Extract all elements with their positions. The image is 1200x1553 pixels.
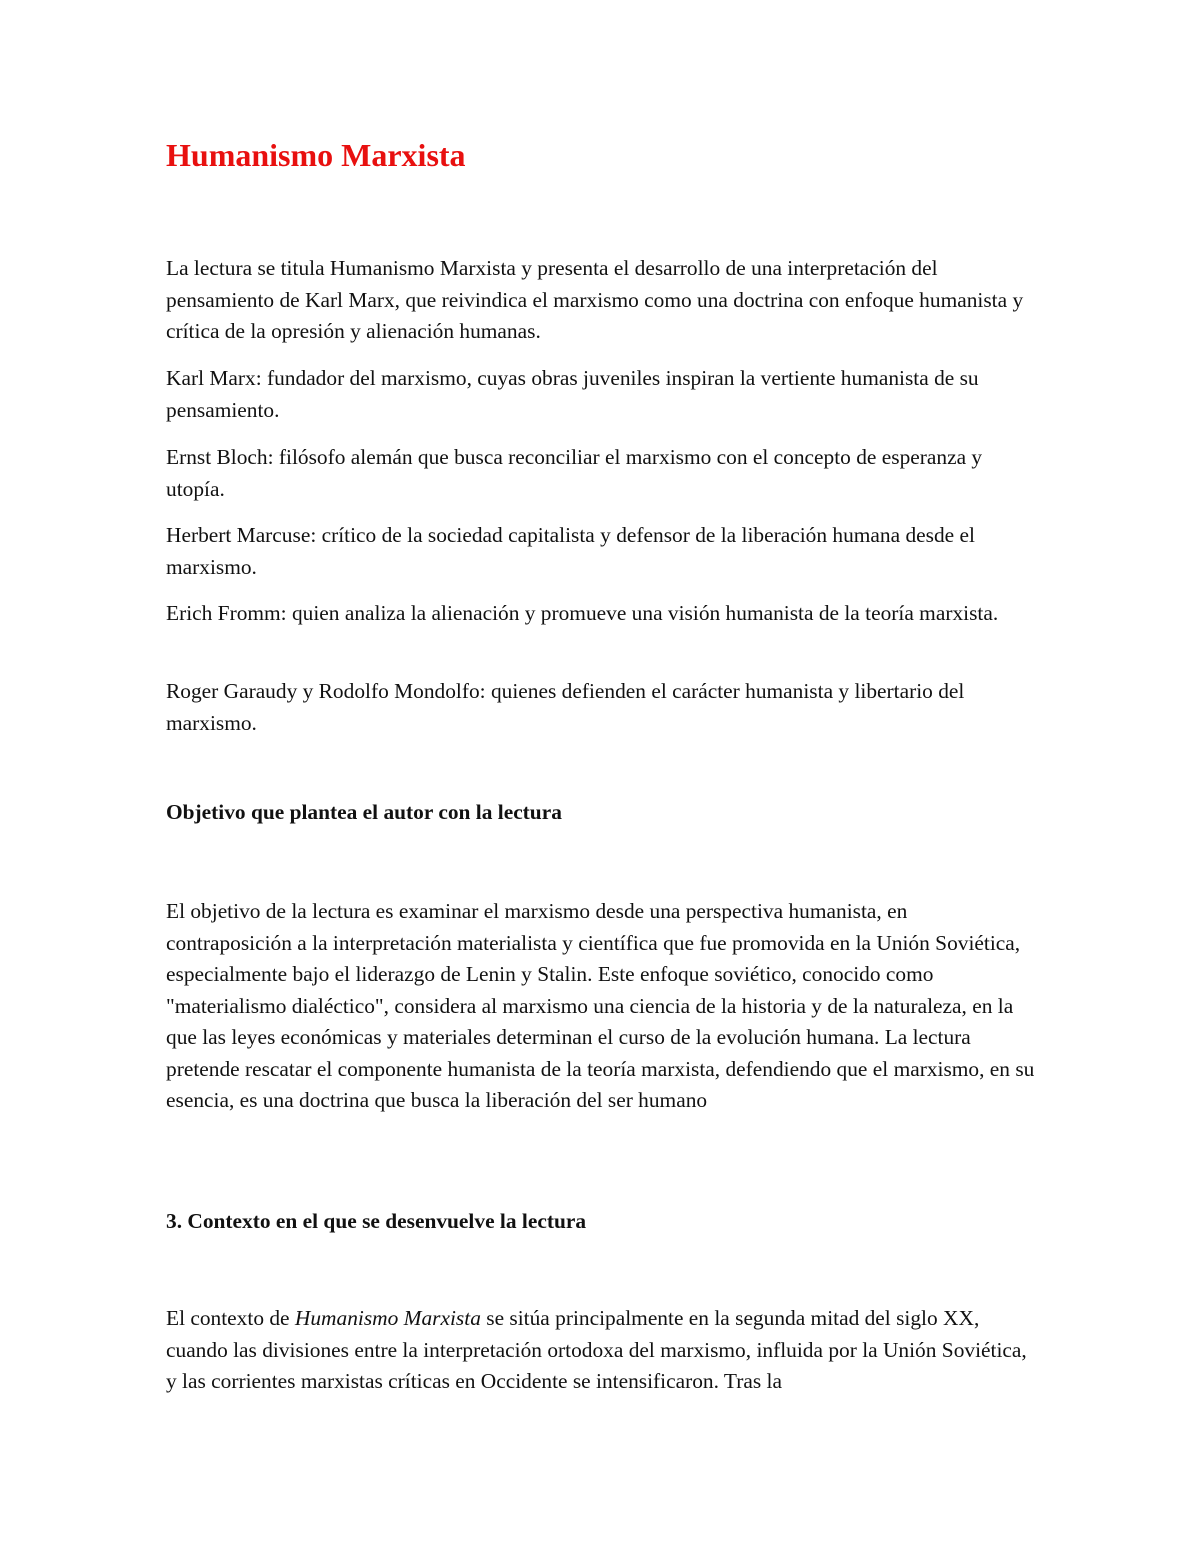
objective-paragraph: El objetivo de la lectura es examinar el marxismo desde una perspectiva humanista, en contraposición a la interpretación materialista y científica que fue promovida en la Unión Soviética, especialmente bajo el liderazgo de Lenin y Stalin. Este enfoque soviético, conocido como "materialismo dialéctico", considera al marxismo una ciencia de la historia y de la naturaleza, en la que las leyes económicas y materiales determinan el curso de la evolución humana. La lectura pretende rescatar el componente humanista de la teoría marxista, defendiendo que el marxismo, en su esencia, es una doctrina que busca la liberación del ser humano: [166, 899, 1035, 1112]
context-text-end: se sitúa principalmente en la segunda mitad del siglo XX, cuando las divisiones entre la interpretación ortodoxa del marxismo, influida por la Unión Soviética, y las corrientes marxistas críticas en Occidente se intensificaron. Tras la: [166, 1306, 1027, 1393]
context-text-italic-title: Humanismo Marxista: [294, 1306, 481, 1330]
intro-paragraph: La lectura se titula Humanismo Marxista y presenta el desarrollo de una interpretación del pensamiento de Karl Marx, que reivindica el marxismo como una doctrina con enfoque humanista y crítica de la opresión y alienación humanas.: [166, 256, 1024, 343]
context-text-start: El contexto de: [166, 1306, 295, 1330]
document-title: Humanismo Marxista: [166, 137, 466, 173]
author-karl-marx: Karl Marx: fundador del marxismo, cuyas obras juveniles inspiran la vertiente humanista de su pensamiento.: [166, 366, 979, 422]
author-ernst-bloch: Ernst Bloch: filósofo alemán que busca reconciliar el marxismo con el concepto de esperanza y utopía.: [166, 445, 983, 501]
context-heading: 3. Contexto en el que se desenvuelve la lectura: [166, 1209, 587, 1233]
author-erich-fromm: Erich Fromm: quien analiza la alienación y promueve una visión humanista de la teoría marxista.: [166, 601, 999, 625]
author-garaudy-mondolfo: Roger Garaudy y Rodolfo Mondolfo: quienes defienden el carácter humanista y libertario del marxismo.: [166, 679, 965, 735]
author-herbert-marcuse: Herbert Marcuse: crítico de la sociedad capitalista y defensor de la liberación humana desde el marxismo.: [166, 523, 975, 579]
objective-heading: Objetivo que plantea el autor con la lectura: [166, 800, 562, 824]
context-paragraph: [166, 1303, 1036, 1398]
